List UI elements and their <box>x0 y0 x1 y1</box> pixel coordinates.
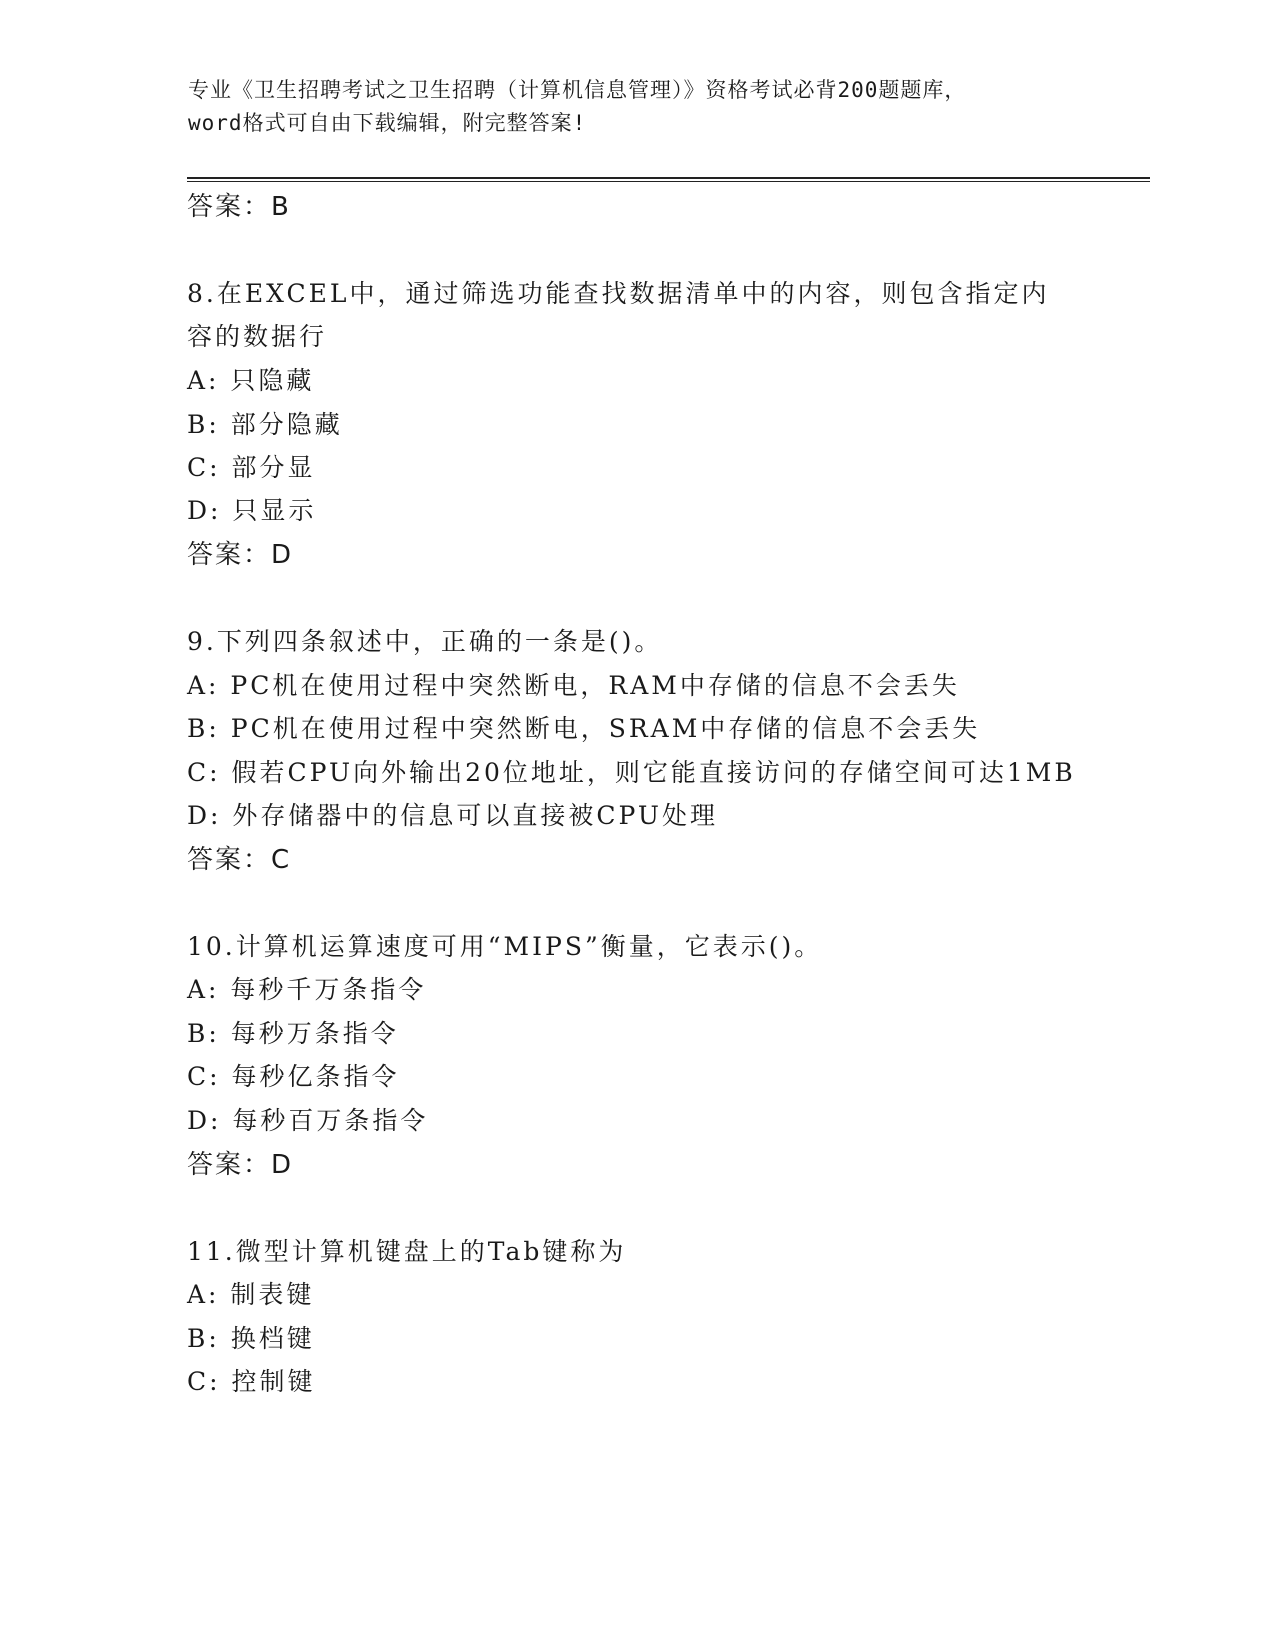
question-10-option-b: B: 每秒万条指令 <box>187 1019 399 1048</box>
answer-7: 答案：B <box>187 192 291 222</box>
document-header <box>188 74 1088 140</box>
question-9-answer: 答案：C <box>187 845 292 875</box>
header-title-line-2: word格式可自由下载编辑，附完整答案! <box>188 111 587 135</box>
question-8-stem-line-2: 容的数据行 <box>187 322 328 351</box>
question-8-option-d: D: 只显示 <box>187 496 317 525</box>
question-8-option-b: B: 部分隐藏 <box>187 410 343 439</box>
question-10-option-a: A: 每秒千万条指令 <box>187 975 427 1004</box>
question-8-option-a: A: 只隐藏 <box>187 366 315 395</box>
question-10-option-d: D: 每秒百万条指令 <box>187 1106 429 1135</box>
header-title-line-1: 专业《卫生招聘考试之卫生招聘（计算机信息管理）》资格考试必背200题题库， <box>188 78 967 102</box>
question-11-option-b: B: 换档键 <box>187 1324 315 1353</box>
question-10-stem: 10.计算机运算速度可用“MIPS”衡量，它表示()。 <box>187 932 823 961</box>
question-8-stem-line-1: 8.在EXCEL中，通过筛选功能查找数据清单中的内容，则包含指定内 <box>187 279 1050 308</box>
question-9-option-c: C: 假若CPU向外输出20位地址，则它能直接访问的存储空间可达1MB <box>187 758 1076 787</box>
header-divider <box>187 177 1150 182</box>
question-8-answer: 答案：D <box>187 540 294 570</box>
question-11-option-a: A: 制表键 <box>187 1280 315 1309</box>
question-9-option-b: B: PC机在使用过程中突然断电，SRAM中存储的信息不会丢失 <box>187 714 981 743</box>
question-9-option-d: D: 外存储器中的信息可以直接被CPU处理 <box>187 801 718 830</box>
question-9-stem: 9.下列四条叙述中，正确的一条是()。 <box>187 627 663 656</box>
question-11-option-c: C: 控制键 <box>187 1367 316 1396</box>
question-8-option-c: C: 部分显 <box>187 453 316 482</box>
question-11-stem: 11.微型计算机键盘上的Tab键称为 <box>187 1237 627 1266</box>
question-9-option-a: A: PC机在使用过程中突然断电，RAM中存储的信息不会丢失 <box>187 671 960 700</box>
question-10-answer: 答案：D <box>187 1150 294 1180</box>
question-10-option-c: C: 每秒亿条指令 <box>187 1062 400 1091</box>
